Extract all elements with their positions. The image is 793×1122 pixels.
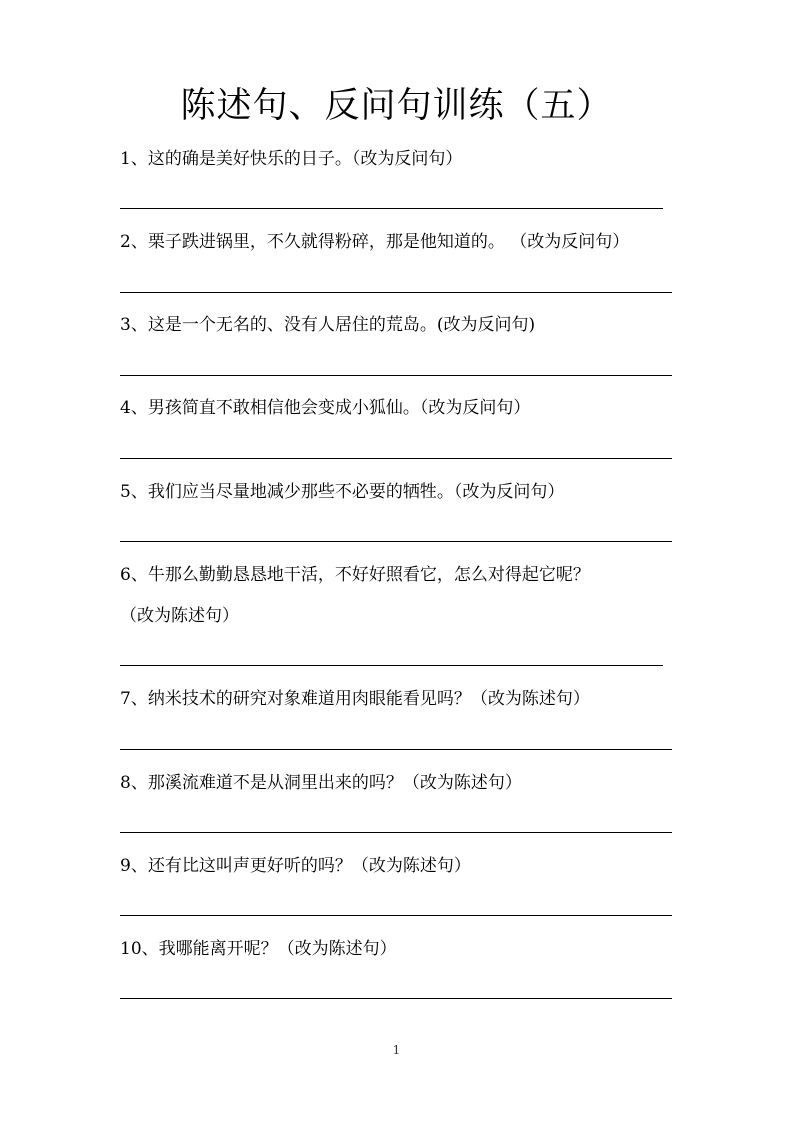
question-8-text: 8、那溪流难道不是从洞里出来的吗？（改为陈述句） (120, 773, 522, 793)
question-9-text: 9、还有比这叫声更好听的吗？（改为陈述句） (120, 856, 471, 876)
question-2-text: 2、栗子跌进锅里，不久就得粉碎，那是他知道的。 （改为反问句） (120, 232, 630, 252)
answer-line-5[interactable] (120, 541, 672, 542)
question-6-continuation: （改为陈述句） (120, 606, 239, 626)
page-title: 陈述句、反问句训练（五） (180, 86, 613, 126)
page-number: 1 (392, 1043, 401, 1057)
answer-line-2[interactable] (120, 292, 672, 293)
answer-line-8[interactable] (120, 832, 672, 833)
question-7-text: 7、纳米技术的研究对象难道用肉眼能看见吗？（改为陈述句） (120, 689, 590, 709)
question-3-text: 3、这是一个无名的、没有人居住的荒岛。(改为反问句) (120, 315, 536, 335)
answer-line-3[interactable] (120, 375, 672, 376)
question-1-text: 1、这的确是美好快乐的日子。（改为反问句） (120, 149, 463, 169)
answer-line-9[interactable] (120, 915, 672, 916)
question-5-text: 5、我们应当尽量地减少那些不必要的牺牲。（改为反问句） (120, 482, 565, 502)
question-6-text: 6、牛那么勤勤恳恳地干活，不好好照看它，怎么对得起它呢？ (120, 565, 590, 585)
question-4-text: 4、男孩简直不敢相信他会变成小狐仙。（改为反问句） (120, 398, 531, 418)
answer-line-1[interactable] (120, 208, 663, 209)
answer-line-6[interactable] (120, 665, 663, 666)
answer-line-4[interactable] (120, 458, 672, 459)
question-10-text: 10、我哪能离开呢？（改为陈述句） (120, 939, 397, 959)
answer-line-10[interactable] (120, 998, 672, 999)
answer-line-7[interactable] (120, 749, 672, 750)
